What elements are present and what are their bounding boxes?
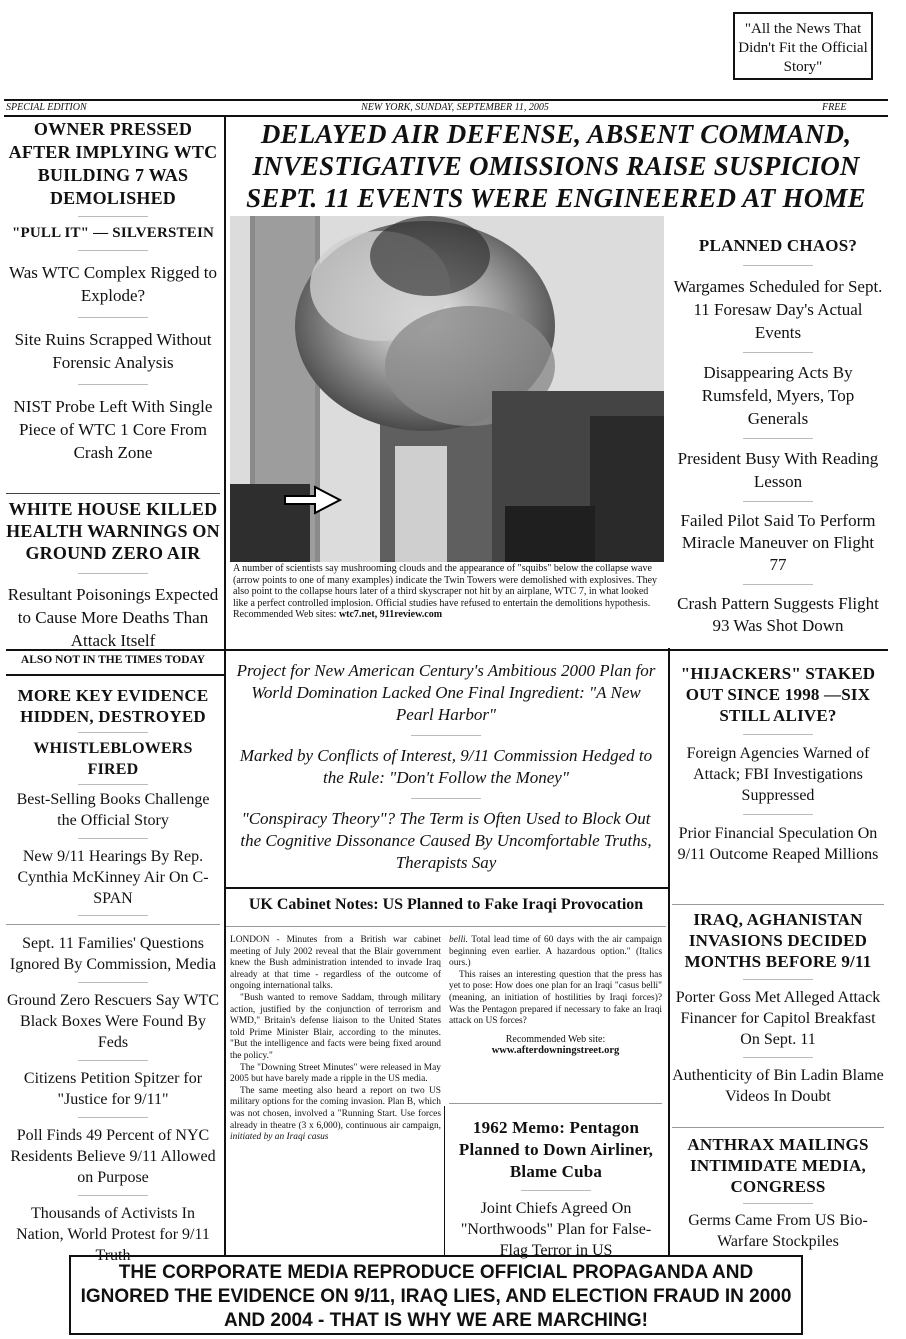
uk-paragraph: The "Downing Street Minutes" were released in May 2005 but have barely made a ripple in the US media. [230,1062,441,1085]
left-item: New 9/11 Hearings By Rep. Cynthia McKinney Air On C-SPAN [17,848,209,907]
right-item: Wargames Scheduled for Sept. 11 Foresaw Day's Actual Events [673,277,883,342]
left-heading-evidence: MORE KEY EVIDENCE HIDDEN, DESTROYED [17,686,209,726]
left-heading-whistleblowers: WHISTLEBLOWERS FIRED [33,740,193,778]
left-column-air [6,498,220,652]
bottom-banner [69,1255,803,1335]
right-heading-anthrax: ANTHRAX MAILINGS INTIMIDATE MEDIA, CONGRESS [687,1135,869,1196]
left-column-lower [6,685,220,1266]
left-item: Site Ruins Scrapped Without Forensic Analysis [14,330,212,372]
uk-article-col2 [449,935,662,1057]
memo-title: 1962 Memo: Pentagon Planned to Down Airliner, Blame Cuba [458,1118,654,1181]
also-not-label: ALSO NOT IN THE TIMES TODAY [20,654,206,666]
left-item: Thousands of Activists In Nation, World Protest for 9/11 Truth [16,1205,210,1264]
right-column-hijackers [672,663,884,865]
left-item: Poll Finds 49 Percent of NYC Residents Believe 9/11 Allowed on Purpose [10,1127,216,1186]
right-item: Failed Pilot Said To Perform Miracle Maneuver on Flight 77 [680,511,876,574]
right-heading-chaos: PLANNED CHAOS? [698,236,858,255]
slogan-box [733,12,873,80]
left-item: NIST Probe Left With Single Piece of WTC 1 Core From Crash Zone [13,397,213,462]
uk-paragraph: This raises an interesting question that the press has yet to pose: How does one plan for an Iraqi "casus belli" (meaning, an initiation of hostilities by Iraqi forces)? Was the Pentagon prepared if necessary to fake an Iraqi attack on US forces? [449,969,662,1027]
wtc-photo-drawing [230,216,664,562]
slogan-text: "All the News That Didn't Fit the Official Story" [738,21,868,75]
uk-paragraph-text: The same meeting also heard a report on two US military options for the coming invasion. Plan B, which was not chosen, involved a "Running Start. Use forces already in theatre (3 x 6,000), continuous air campaign, [230,1085,441,1131]
uk-paragraph [449,935,662,970]
center-item-commission: Marked by Conflicts of Interest, 9/11 Commission Hedged to the Rule: "Don't Follow the Money" [239,746,653,787]
right-item: Authenticity of Bin Ladin Blame Videos In Doubt [672,1067,884,1105]
uk-article-col1 [230,935,441,1144]
right-heading-iraq: IRAQ, AGHANISTAN INVASIONS DECIDED MONTHS BEFORE 9/11 [684,910,872,971]
right-column-iraq [672,909,884,1107]
uk-paragraph: "Bush wanted to remove Saddam, through military action, justified by the conjunction of terrorism and WMD," Britain's defense liaison to the United States told Prime Minister Blair, according to the minutes. "But the intelligence and facts were being fixed around the policy." [230,992,441,1061]
left-item: Ground Zero Rescuers Say WTC Black Boxes Were Found By Feds [6,992,220,1051]
left-heading-pull-it: "PULL IT" — SILVERSTEIN [11,225,215,241]
uk-paragraph: LONDON - Minutes from a British war cabinet meeting of July 2002 reveal that the Blair government knew the Bush administration intended to invade Iraq already at that time - regardless of the outcome of ongoing international talks. [230,935,441,992]
left-item: Was WTC Complex Rigged to Explode? [9,263,217,305]
left-item: Resultant Poisonings Expected to Cause More Deaths Than Attack Itself [7,585,219,650]
banner-text: THE CORPORATE MEDIA REPRODUCE OFFICIAL PROPAGANDA AND IGNORED THE EVIDENCE ON 9/11, IRAQ LIES, AND ELECTION FRAUD IN 2000 AND 2004 - THAT IS WHY WE ARE MARCHING! [80,1262,792,1331]
right-item: Germs Came From US Bio-Warfare Stockpiles [688,1212,868,1250]
uk-paragraph-text: Total lead time of 60 days with the air campaign beginning even earlier. A hazardous option." (Italics ours.) [449,935,662,969]
left-item: Sept. 11 Families' Questions Ignored By Commission, Media [9,935,217,973]
right-heading-hijackers: "HIJACKERS" STAKED OUT SINCE 1998 —SIX STILL ALIVE? [680,664,876,725]
right-item: President Busy With Reading Lesson [677,449,879,491]
left-heading-wtc7: OWNER PRESSED AFTER IMPLYING WTC BUILDING 7 WAS DEMOLISHED [8,119,218,208]
right-item: Foreign Agencies Warned of Attack; FBI Investigations Suppressed [686,745,870,804]
right-item: Prior Financial Speculation On 9/11 Outcome Reaped Millions [677,825,879,863]
right-item: Porter Goss Met Alleged Attack Financer for Capitol Breakfast On Sept. 11 [675,989,881,1048]
uk-web-link[interactable]: www.afterdowningstreet.org [491,1045,620,1057]
uk-paragraph [230,1086,441,1144]
left-item: Best-Selling Books Challenge the Official Story [16,791,210,829]
left-heading-health: WHITE HOUSE KILLED HEALTH WARNINGS ON GROUND ZERO AIR [6,499,220,563]
right-item: Crash Pattern Suggests Flight 93 Was Shot Down [677,594,879,635]
photo-caption [233,563,661,621]
main-headline: DELAYED AIR DEFENSE, ABSENT COMMAND, INVESTIGATIVE OMISSIONS RAISE SUSPICION SEPT. 11 EVENTS WERE ENGINEERED AT HOME [246,119,866,213]
photo-web-label: Recommended Web sites: [233,609,337,621]
photo-caption-text: A number of scientists say mushrooming clouds and the appearance of "squibs" below the collapse wave (arrow points to one of many examples) indicate the Twin Towers were demolished with explosives. They also point to the collapse hours later of a third skyscraper not hit by an airplane, WTC 7, in what looked like a perfect controlled implosion. Official studies have refused to entertain the demolitions hypothesis. [233,563,658,609]
uk-paragraph-italic: initiated by an Iraqi casus [230,1132,329,1143]
uk-web-label: Recommended Web site: [505,1033,606,1045]
left-item: Citizens Petition Spitzer for "Justice for 9/11" [23,1070,203,1108]
center-item-conspiracy: "Conspiracy Theory"? The Term is Often Used to Block Out the Cognitive Dissonance Caused By Uncomfortable Truths, Therapists Say [240,809,652,872]
right-item: Disappearing Acts By Rumsfeld, Myers, Top Generals [701,363,855,428]
memo-box [450,1117,662,1261]
masthead-date: NEW YORK, SUNDAY, SEPTEMBER 11, 2005 [361,102,549,113]
wtc-collapse-photo [230,216,664,562]
uk-paragraph-italic: belli. [449,935,469,945]
memo-subtitle: Joint Chiefs Agreed On "Northwoods" Plan for False-Flag Terror in US [460,1200,652,1259]
right-column [672,235,884,637]
photo-web-links[interactable]: wtc7.net, 911review.com [338,609,443,621]
masthead-right: FREE [822,102,847,113]
center-box [236,660,656,874]
center-item-pnac: Project for New American Century's Ambitious 2000 Plan for World Domination Lacked One Final Ingredient: "A New Pearl Harbor" [236,661,656,724]
right-column-anthrax [672,1134,884,1252]
uk-article-title: UK Cabinet Notes: US Planned to Fake Iraqi Provocation [248,896,644,913]
masthead-left: SPECIAL EDITION [6,102,87,113]
left-column [6,118,220,464]
